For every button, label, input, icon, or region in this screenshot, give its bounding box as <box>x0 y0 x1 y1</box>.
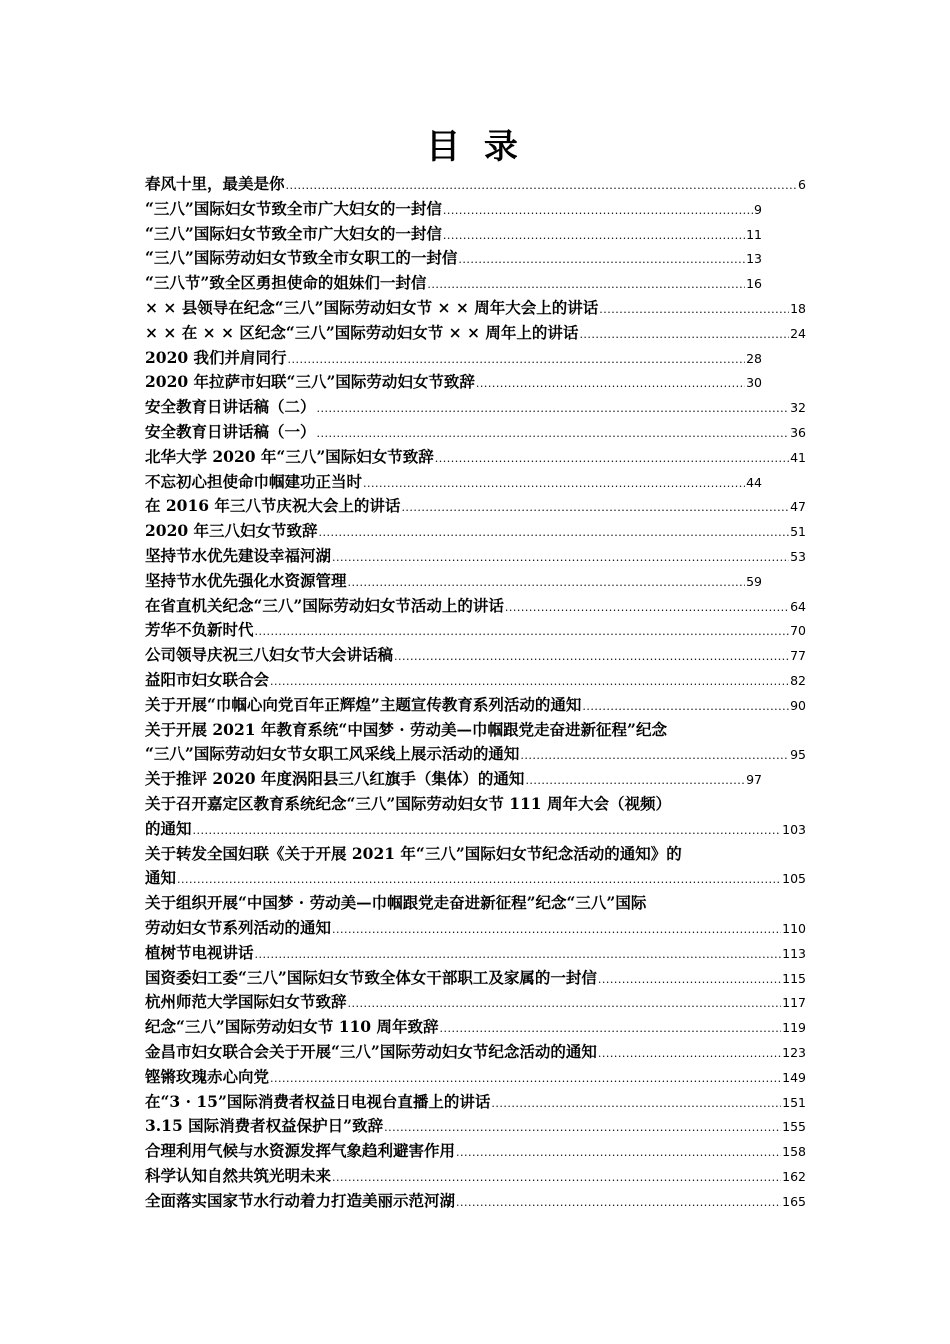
toc-entry-title: 在“3 · 15”国际消费者权益日电视台直播上的讲话 <box>145 1091 491 1111</box>
dot-leader <box>435 447 789 472</box>
toc-entry[interactable] <box>145 891 806 916</box>
toc-page-number: 51 <box>790 524 806 540</box>
toc-page-number: 16 <box>746 276 762 292</box>
toc-entry[interactable] <box>145 296 806 321</box>
dot-leader <box>177 868 781 893</box>
dot-leader <box>394 645 789 670</box>
toc-entry-title: “三八节”致全区勇担使命的姐妹们一封信 <box>145 273 427 293</box>
dot-leader <box>443 199 753 224</box>
toc-page-number: 11 <box>746 226 762 242</box>
toc-page-number: 155 <box>782 1119 806 1135</box>
toc-entry[interactable] <box>145 321 806 346</box>
toc-entry[interactable] <box>145 693 806 718</box>
dot-leader <box>427 273 745 298</box>
toc-entry-title: 坚持节水优先建设幸福河湖 <box>145 546 332 565</box>
dot-leader <box>505 596 789 621</box>
toc-page-number: 110 <box>782 921 806 936</box>
dot-leader <box>476 372 745 397</box>
toc-page-number: 95 <box>790 747 806 763</box>
toc-entry-title: 关于组织开展“中国梦 · 劳动美—巾帼跟党走奋进新征程”纪念“三八”国际 <box>145 893 647 913</box>
toc-entry[interactable] <box>145 1015 806 1040</box>
toc-entry[interactable] <box>145 718 806 743</box>
toc-entry[interactable] <box>145 941 806 966</box>
toc-entry[interactable] <box>145 1065 806 1090</box>
toc-page-number: 30 <box>746 375 762 391</box>
toc-page-number: 90 <box>790 697 806 713</box>
toc-page-number: 115 <box>782 970 806 986</box>
toc-page-number: 113 <box>782 945 806 961</box>
dot-leader <box>270 1067 781 1092</box>
dot-leader <box>332 1166 781 1191</box>
dot-leader <box>363 472 745 497</box>
toc-entry-title: 关于开展 2021 年教育系统“中国梦 · 劳动美—巾帼跟党走奋进新征程”纪念 <box>145 719 667 739</box>
toc-entry-title: 坚持节水优先强化水资源管理 <box>145 570 347 590</box>
toc-entry[interactable] <box>145 1090 806 1115</box>
toc-entry-title: × × 县领导在纪念“三八”国际劳动妇女节 × × 周年大会上的讲话 <box>145 298 599 317</box>
toc-page-number: 97 <box>746 772 762 788</box>
toc-entry-title: 关于推评 2020 年度涡阳县三八红旗手（集体）的通知 <box>145 769 525 789</box>
toc-page-number: 64 <box>790 598 806 614</box>
dot-leader <box>401 496 789 521</box>
toc-entry-title: 通知 <box>145 868 177 888</box>
toc-entry[interactable] <box>145 246 762 271</box>
toc-entry[interactable] <box>145 966 806 991</box>
toc-page-number: 149 <box>782 1069 806 1085</box>
toc-entry[interactable] <box>145 1189 806 1214</box>
toc-entry-title: 关于召开嘉定区教育系统纪念“三八”国际劳动妇女节 111 周年大会（视频） <box>145 794 671 813</box>
toc-entry[interactable] <box>145 222 762 247</box>
toc-page-number: 44 <box>746 474 762 490</box>
toc-entry-title: 纪念“三八”国际劳动妇女节 110 周年致辞 <box>145 1017 439 1037</box>
toc-page-number: 165 <box>782 1193 806 1209</box>
toc-page-number: 119 <box>782 1020 806 1036</box>
toc-page-number: 151 <box>782 1094 806 1110</box>
toc-entry[interactable] <box>145 197 762 222</box>
toc-page-number: 32 <box>790 400 806 416</box>
toc-entry-title: 春风十里，最美是你 <box>145 174 285 193</box>
toc-page-number: 103 <box>782 821 806 837</box>
toc-entry[interactable] <box>145 445 806 470</box>
dot-leader <box>598 1042 781 1067</box>
toc-entry[interactable] <box>145 569 762 594</box>
toc-entry-title: × × 在 × × 区纪念“三八”国际劳动妇女节 × × 周年上的讲话 <box>145 322 579 342</box>
toc-entry[interactable] <box>145 544 806 569</box>
toc-title: 目 录 <box>426 127 524 167</box>
toc-entry-title: 北华大学 2020 年“三八”国际妇女节致辞 <box>145 446 434 466</box>
dot-leader <box>456 1191 781 1216</box>
toc-entry-title: 公司领导庆祝三八妇女节大会讲话稿 <box>145 645 394 665</box>
dot-leader <box>443 224 745 249</box>
toc-page-number: 105 <box>782 871 806 887</box>
dot-leader <box>525 769 745 794</box>
toc-entry-title: “三八”国际劳动妇女节女职工风采线上展示活动的通知 <box>145 744 520 764</box>
toc-entry[interactable] <box>145 370 762 395</box>
dot-leader <box>348 992 782 1017</box>
toc-entry-title: 2020 年拉萨市妇联“三八”国际劳动妇女节致辞 <box>145 372 475 392</box>
dot-leader <box>520 744 789 769</box>
toc-entry-title: 安全教育日讲话稿（二） <box>145 397 316 417</box>
toc-entry-title: 关于转发全国妇联《关于开展 2021 年“三八”国际妇女节纪念活动的通知》的 <box>145 843 682 863</box>
toc-entry-title: 合理利用气候与水资源发挥气象趋利避害作用 <box>145 1141 456 1161</box>
toc-entry[interactable] <box>145 842 806 867</box>
toc-entry-title: 铿锵玫瑰赤心向党 <box>145 1066 270 1086</box>
toc-entry[interactable] <box>145 866 806 891</box>
toc-entry-title: 2020 我们并肩同行 <box>145 347 287 367</box>
toc-page-number: 47 <box>790 499 806 515</box>
toc-entry[interactable] <box>145 1114 806 1139</box>
toc-page-number: 117 <box>782 995 806 1011</box>
dot-leader <box>599 298 789 323</box>
toc-page-number: 123 <box>782 1045 806 1060</box>
toc-entry[interactable] <box>145 990 806 1015</box>
toc-entry[interactable] <box>145 346 762 371</box>
dot-leader <box>598 968 781 993</box>
toc-entry[interactable] <box>145 519 806 544</box>
dot-leader <box>582 695 789 720</box>
dot-leader <box>332 546 789 571</box>
toc-entry-title: 2020 年三八妇女节致辞 <box>145 521 318 541</box>
toc-entry[interactable] <box>145 494 806 519</box>
toc-page-number: 82 <box>790 673 806 688</box>
dot-leader <box>491 1092 781 1117</box>
dot-leader <box>255 620 790 645</box>
toc-entry-title: 金昌市妇女联合会关于开展“三八”国际劳动妇女节纪念活动的通知 <box>145 1042 597 1061</box>
toc-page-number: 6 <box>798 177 806 192</box>
dot-leader <box>286 174 798 199</box>
toc-entry[interactable] <box>145 618 806 643</box>
toc-page-number: 59 <box>746 573 762 589</box>
toc-entry-title: “三八”国际妇女节致全市广大妇女的一封信 <box>145 223 442 243</box>
toc-entry[interactable] <box>145 271 762 296</box>
toc-entry[interactable] <box>145 643 806 668</box>
toc-entry-title: 在 2016 年三八节庆祝大会上的讲话 <box>145 496 401 516</box>
toc-page-number: 53 <box>790 549 806 564</box>
toc-entry-title: 的通知 <box>145 818 192 838</box>
toc-entry-title: 国资委妇工委“三八”国际妇女节致全体女干部职工及家属的一封信 <box>145 967 597 987</box>
dot-leader <box>579 323 789 348</box>
toc-entry-title: 不忘初心担使命巾帼建功正当时 <box>145 471 363 491</box>
toc-entry-title: 安全教育日讲话稿（一） <box>145 422 316 441</box>
toc-page-number: 162 <box>782 1169 806 1184</box>
toc-entry[interactable] <box>145 668 806 693</box>
toc-page-number: 28 <box>746 350 762 366</box>
toc-entry[interactable] <box>145 594 806 619</box>
toc-entry-title: 关于开展“巾帼心向党百年正辉煌”主题宣传教育系列活动的通知 <box>145 694 582 714</box>
toc-page-number: 36 <box>790 425 806 440</box>
toc-entry-title: 杭州师范大学国际妇女节致辞 <box>145 992 347 1012</box>
toc-entry[interactable] <box>145 395 806 420</box>
dot-leader <box>456 1141 781 1166</box>
toc-entry[interactable] <box>145 817 806 842</box>
toc-entry[interactable] <box>145 742 806 767</box>
dot-leader <box>439 1017 781 1042</box>
toc-entry[interactable] <box>145 1139 806 1164</box>
dot-leader <box>317 397 790 422</box>
toc-entry-title: 芳华不负新时代 <box>145 620 254 640</box>
toc-entry[interactable] <box>145 420 806 445</box>
toc-entry-title: 在省直机关纪念“三八”国际劳动妇女节活动上的讲话 <box>145 595 504 615</box>
dot-leader <box>270 670 789 695</box>
dot-leader <box>384 1116 781 1141</box>
toc-entry-title: 科学认知自然共筑光明未来 <box>145 1166 332 1185</box>
toc-entry[interactable] <box>145 1164 806 1189</box>
dot-leader <box>255 943 782 968</box>
toc-entry[interactable] <box>145 172 806 197</box>
dot-leader <box>332 918 781 943</box>
toc-entry-title: 3.15 国际消费者权益保护日”致辞 <box>145 1116 384 1136</box>
dot-leader <box>288 348 746 373</box>
toc-page-number: 13 <box>746 251 762 267</box>
dot-leader <box>317 422 790 447</box>
toc-entry[interactable] <box>145 1040 806 1065</box>
toc-entry[interactable] <box>145 767 762 792</box>
dot-leader <box>193 819 782 844</box>
toc-entry-title: 全面落实国家节水行动着力打造美丽示范河湖 <box>145 1190 456 1210</box>
toc-page-number: 77 <box>790 648 806 664</box>
toc-entry-title: 益阳市妇女联合会 <box>145 670 270 689</box>
toc-entry-title: 植树节电视讲话 <box>145 942 254 962</box>
dot-leader <box>348 571 746 596</box>
toc-entry[interactable] <box>145 792 806 817</box>
dot-leader <box>319 521 790 546</box>
toc-entry-title: “三八”国际妇女节致全市广大妇女的一封信 <box>145 198 442 218</box>
toc-page-number: 70 <box>790 623 806 639</box>
toc-entry[interactable] <box>145 470 762 495</box>
toc-page-number: 9 <box>754 201 762 217</box>
toc-entry-title: 劳动妇女节系列活动的通知 <box>145 918 332 937</box>
dot-leader <box>458 248 745 273</box>
toc-page-number: 41 <box>790 449 806 465</box>
toc-page-number: 158 <box>782 1144 806 1160</box>
toc-entry-title: “三八”国际劳动妇女节致全市女职工的一封信 <box>145 248 458 268</box>
toc-entry[interactable] <box>145 916 806 941</box>
toc-page-number: 24 <box>790 325 806 341</box>
toc-page-number: 18 <box>790 301 806 316</box>
